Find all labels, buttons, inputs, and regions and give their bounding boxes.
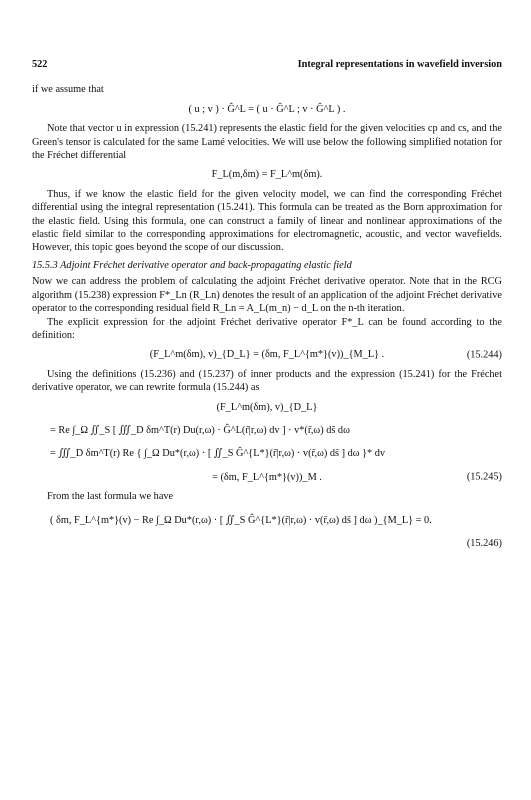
- equation-15246-number: (15.246): [466, 537, 502, 549]
- equation-15245-c: = ∭_D δm^T(r) Re { ∫_Ω Du*(r,ω) · [ ∬_S Ĝ^{L*}(r̃|r,ω) · v(r̃,ω) ds̃ ] dω }* dv: [50, 448, 386, 460]
- page-number: 522: [32, 59, 48, 70]
- paragraph-vector-note: Note that vector u in expression (15.241) represents the elastic field for the given velocities cp and cs, and the Green's tensor is calculated for the same Lamé velocities. We will use below the following simplified notation for the Fréchet differential: [32, 123, 502, 162]
- equation-15245-number: (15.245): [466, 471, 502, 483]
- equation-assume: ( u ; v ) · Ĝ^L = ( u · Ĝ^L ; v · Ĝ^L ) .: [188, 103, 346, 115]
- equation-notation: F_L(m,δm) = F_L^m(δm).: [211, 169, 323, 181]
- equation-15245-a: (F_L^m(δm), v)_{D_L}: [216, 401, 318, 413]
- equation-15244-number: (15.244): [466, 349, 502, 361]
- paragraph-explicit: The explicit expression for the adjoint Fréchet derivative operator F*_L can be found according to the definition:: [32, 316, 502, 341]
- equation-15245-b: = Re ∫_Ω ∬_S [ ∭_D δm^T(r) Du(r,ω) · Ĝ^L(r̃|r,ω) dv ] · v*(r̃,ω) ds̃ dω: [50, 424, 350, 436]
- paragraph-born: Thus, if we know the elastic field for the given velocity model, we can find the corresponding Fréchet differential using the integral representation (15.241). This formula can be treated as the Born approximation for the elastic field. Using this formula, one can construct a family of linear and nonlinear approximations of the elastic field similar to the corresponding approximations for electromagnetic, acoustic, and vector wavefields. However, this topic goes beyond the scope of our discussion.: [32, 188, 502, 254]
- paragraph-adjoint: Now we can address the problem of calculating the adjoint Fréchet derivative operator. Note that in the RCG algorithm (15.238) expression F*_Ln (R_Ln) denotes the result of an application of the adjoint Fréchet derivative operator to the corresponding residual field R_Ln = A_L(m_n) − d_L on the n-th iteration.: [32, 276, 502, 315]
- page: [32, 58, 502, 550]
- equation-15245-d-body: = (δm, F_L^{m*}(v))_M .: [212, 471, 322, 483]
- equation-15245-d: [32, 471, 502, 484]
- equation-15246: ( δm, F_L^{m*}(v) − Re ∫_Ω Du*(r,ω) · [ ∬_S Ĝ^{L*}(r̃|r,ω) · v(r̃,ω) ds̃ ] dω )_{M_L} = 0.: [50, 514, 432, 526]
- equation-15244: [32, 348, 502, 361]
- paragraph-definitions: Using the definitions (15.236) and (15.237) of inner products and the expression (15.241) for the Fréchet derivative operator, we can rewrite formula (15.244) as: [32, 368, 502, 394]
- section-heading: 15.5.3 Adjoint Fréchet derivative operator and back-propagating elastic field: [32, 259, 352, 271]
- paragraph-last-formula: From the last formula we have: [47, 491, 174, 503]
- paragraph-intro: if we assume that: [32, 84, 104, 96]
- running-title: Integral representations in wavefield inversion: [297, 59, 502, 70]
- running-header: [32, 58, 502, 71]
- equation-15244-body: (F_L^m(δm), v)_{D_L} = (δm, F_L^{m*}(v))_{M_L} .: [149, 349, 385, 361]
